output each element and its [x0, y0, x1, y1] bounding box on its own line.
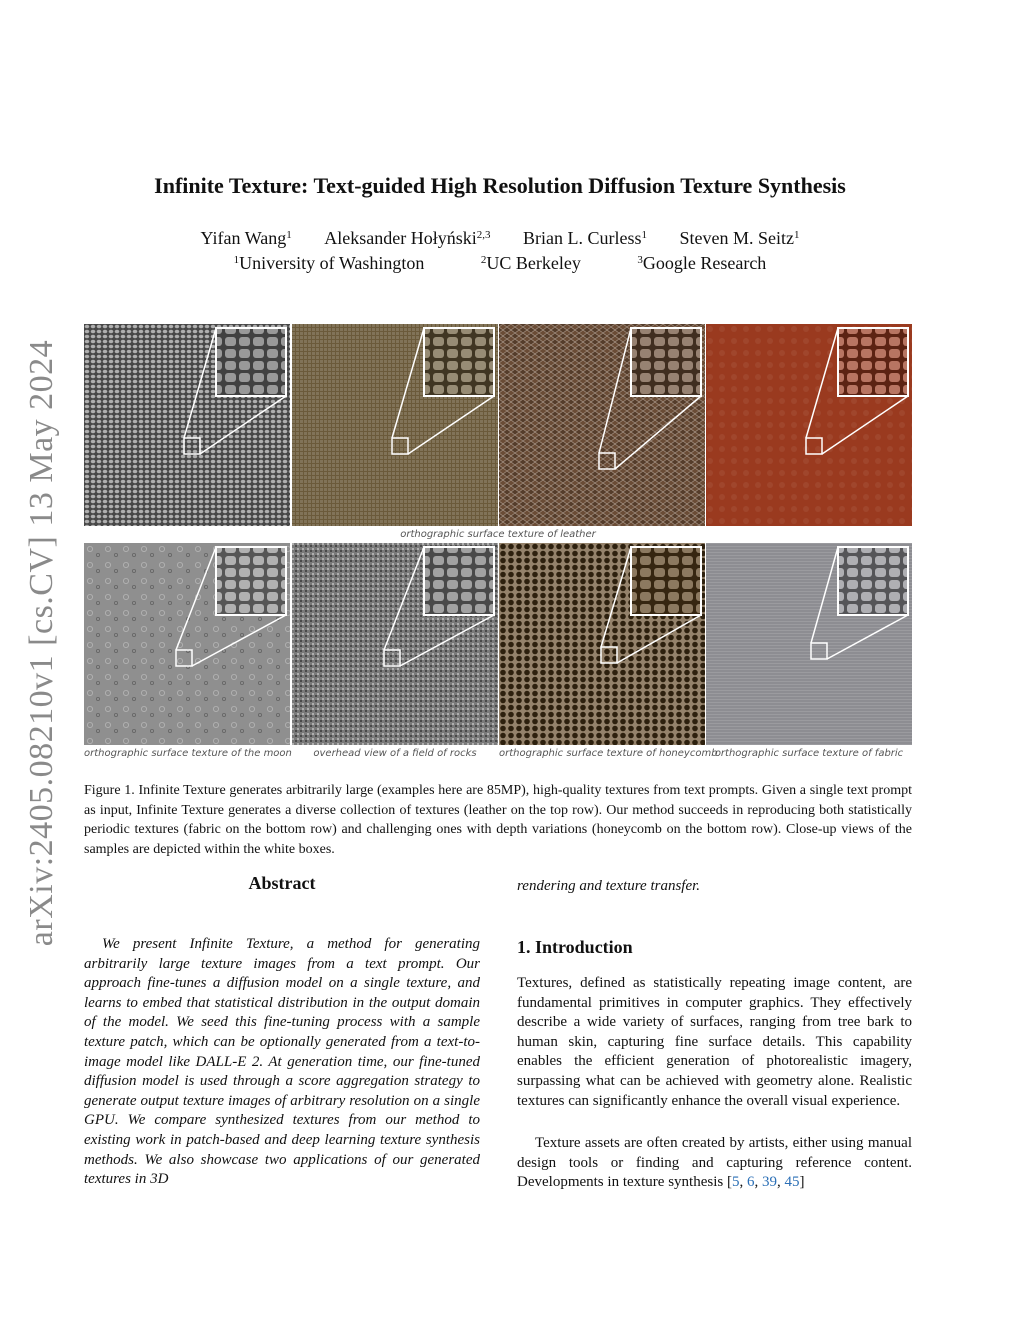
texture-tile-honeycomb: [499, 543, 705, 745]
arxiv-side-stamp: [22, 339, 62, 946]
author-list: [0, 228, 1000, 249]
affiliation: $^1$University of Washington: [233, 253, 425, 273]
figure-label-honeycomb: orthographic surface texture of honeycomb: [499, 748, 718, 759]
texture-image: [292, 324, 498, 526]
section-heading-introduction: 1. Introduction: [517, 937, 633, 957]
author: Brian L. Curless$^1$: [522, 228, 647, 248]
figure-label-rocks: overhead view of a field of rocks: [313, 748, 477, 759]
abstract-heading: Abstract: [248, 873, 316, 893]
intro-paragraph-1: [517, 974, 912, 1111]
texture-tile-fabric: [706, 543, 912, 745]
texture-tile-leather-3: [499, 324, 705, 526]
intro-paragraph-2-end: ]: [799, 1174, 805, 1191]
intro-paragraph-2-text: Texture assets are often created by artists, either using manual design tools or finding and capturing reference content. Developments in texture synthesis [: [517, 1135, 912, 1191]
texture-image: [499, 543, 705, 745]
affiliation: $^2$UC Berkeley: [480, 253, 581, 273]
citation-link[interactable]: 39: [761, 1174, 777, 1191]
author: Steven M. Seitz$^1$: [679, 228, 800, 248]
intro-paragraph-1-text: Textures, defined as statistically repeating image content, are fundamental primitives in computer graphics. They effectively describe a wide variety of surfaces, ranging from tree bark to human skin, capturing fine surface details. This capability enables the efficient generation of photorealistic imagery, surpassing what can be achieved with geometry alone. Realistic textures can significantly enhance the overall visual experience.: [517, 975, 912, 1109]
texture-image: [499, 324, 705, 526]
texture-tile-rocks: [292, 543, 498, 745]
texture-image: [84, 543, 290, 745]
arxiv-id: arXiv:2405.08210v1 [cs.CV] 13 May 2024: [23, 339, 61, 946]
texture-tile-leather-4: [706, 324, 912, 526]
author: Yifan Wang$^1$: [200, 228, 292, 248]
abstract-text: We present Infinite Texture, a method for generating arbitrarily large texture images from a text prompt. Our approach fine-tunes a diffusion model on a single texture, and learns to embed that statistical distribution in the output domain of the model. We seed this fine-tuning process with a sample texture patch, which can be optionally generated from a text-to-image model like DALL-E 2. At generation time, our fine-tuned diffusion model is used through a score aggregation strategy to generate output texture images of arbitrary resolution on a single GPU. We compare synthesized textures from our method to existing work in patch-based and deep learning texture synthesis methods. We also showcase two applications of our generated textures in 3D: [84, 936, 480, 1188]
paper-title: Infinite Texture: Text-guided High Resolution Diffusion Texture Synthesis: [154, 173, 846, 198]
figure-label-fabric: orthographic surface texture of fabric: [714, 748, 904, 759]
affiliation: $^3$Google Research: [637, 253, 767, 273]
texture-image: [706, 543, 912, 745]
citation-link[interactable]: 6: [746, 1174, 755, 1191]
abstract-continuation: rendering and texture transfer.: [517, 878, 701, 894]
figure-label-moon: orthographic surface texture of the moon: [84, 748, 292, 759]
intro-paragraph-2: Texture assets are often created by artists, either using manual design tools or finding and capturing reference content. Developments in texture synthesis [5, 6, 39, 45]: [517, 1135, 912, 1191]
citation-link[interactable]: 45: [784, 1174, 800, 1191]
affiliation-list: [0, 253, 1000, 274]
figure-caption: Figure 1. Infinite Texture generates arbitrarily large (examples here are 85MP), high-quality textures from text prompts. Given a single text prompt as input, Infinite Texture generates a diverse collection of textures (leather on the top row). Our method succeeds in reproducing both statistically periodic textures (fabric on the bottom row) and challenging ones with depth variations (honeycomb on the bottom row). Close-up views of the samples are depicted within the white boxes.: [84, 783, 912, 857]
texture-tile-leather-2: [292, 324, 498, 526]
texture-image: [84, 324, 290, 526]
texture-tile-leather-1: [84, 324, 290, 526]
texture-image: [706, 324, 912, 526]
texture-image: [292, 543, 498, 745]
author: Aleksander Hołyński$^{2,3}$: [324, 228, 491, 248]
citation-link[interactable]: 5: [731, 1174, 740, 1191]
figure-row-label-leather: orthographic surface texture of leather: [400, 529, 596, 540]
texture-tile-moon: [84, 543, 290, 745]
